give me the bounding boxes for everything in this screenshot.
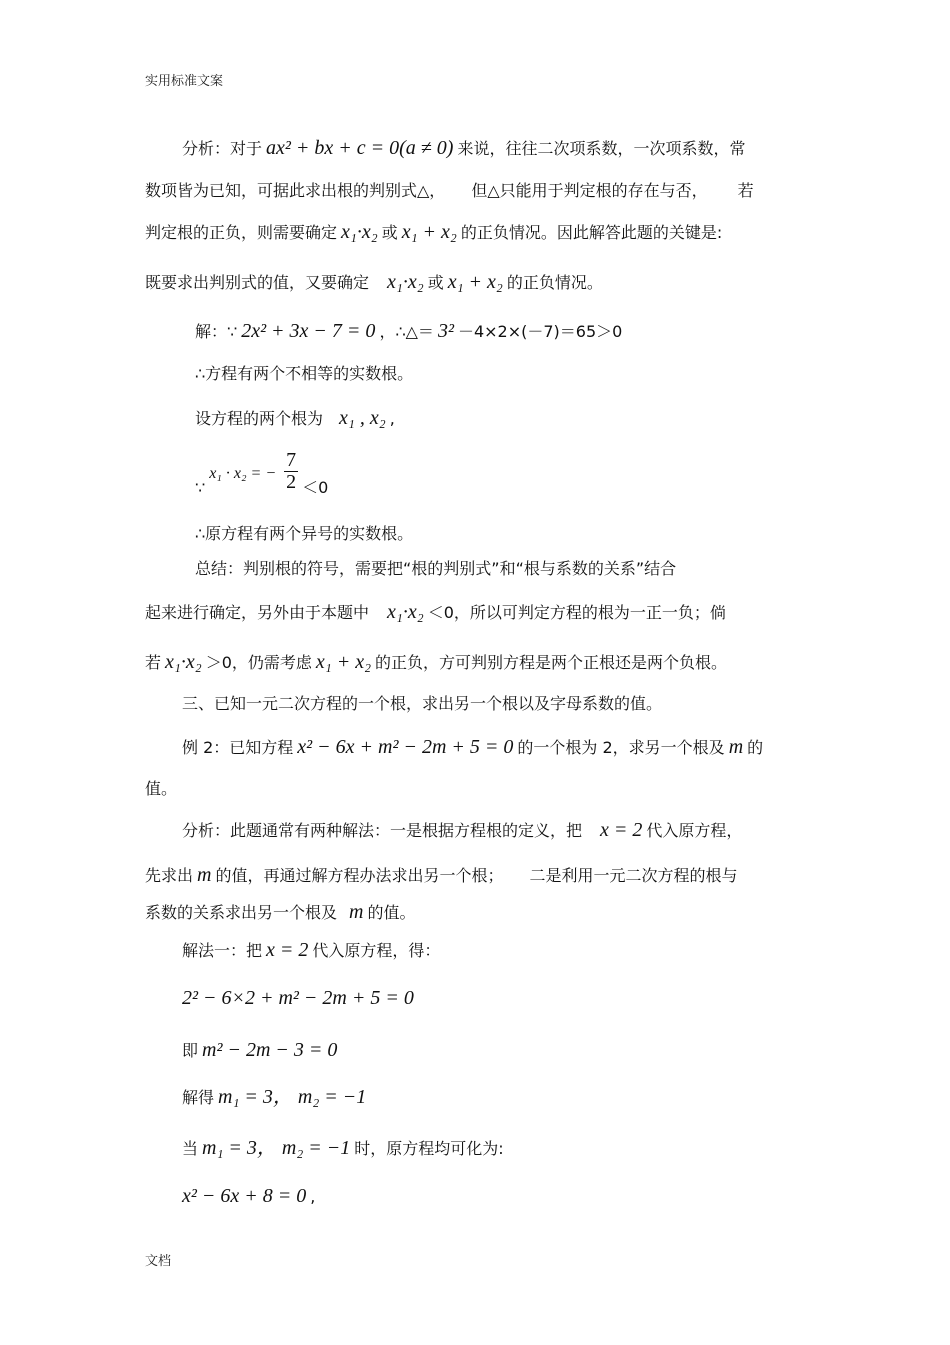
text-line <box>145 222 722 242</box>
text-line <box>182 940 440 960</box>
math-expression: x₁ + x₂ <box>401 221 457 243</box>
text-line <box>145 652 727 672</box>
text: ＞0，仍需考虑 <box>205 653 312 672</box>
page-header: 实用标准文案 <box>145 74 224 89</box>
math-expression: m₁ = 3， m₂ = −1 <box>218 1086 367 1108</box>
math-expression: m² − 2m − 3 = 0 <box>202 1039 338 1061</box>
text: 例 2：已知方程 <box>182 738 294 757</box>
math-expression: 3² <box>437 320 454 342</box>
text: 即 <box>182 1041 199 1060</box>
text: 既要求出判别式的值，又要确定 <box>145 273 370 292</box>
fraction-numerator: 7 <box>286 449 297 471</box>
text: 分析：此题通常有两种解法：一是根据方程根的定义，把 <box>182 821 583 840</box>
text-line <box>195 321 622 341</box>
text: 解得 <box>182 1088 215 1107</box>
text-line <box>145 902 415 922</box>
text: 系数的关系求出另一个根及 <box>145 903 338 922</box>
text: 的正负，方可判别方程是两个正根还是两个负根。 <box>375 653 728 672</box>
text: 设方程的两个根为 <box>195 409 324 428</box>
text-line <box>145 781 177 797</box>
text: 时，原方程均可化为: <box>354 1139 504 1158</box>
math-expression: x₁·x₂ <box>387 271 424 293</box>
text: 起来进行确定，另外由于本题中 <box>145 603 370 622</box>
fraction <box>284 450 298 493</box>
text: 的 <box>747 738 764 757</box>
math-expression: 2² − 6×2 + m² − 2m + 5 = 0 <box>182 987 414 1009</box>
math-expression: x₁ + x₂ <box>315 651 372 673</box>
page-footer: 文档 <box>145 1254 172 1269</box>
text-line <box>195 408 395 428</box>
text-line <box>182 820 742 840</box>
math-expression: x₁·x₂ <box>387 601 424 623</box>
math-expression: x = 2 <box>600 819 643 841</box>
math-expression: x₁ + x₂ <box>447 271 503 293</box>
text: 或 <box>381 223 398 242</box>
text: 分析：对于 <box>182 139 263 158</box>
math-expression: x = 2 <box>266 939 309 961</box>
text-line <box>195 449 329 497</box>
text: 判定根的正负，则需要确定 <box>145 223 338 242</box>
math-expression: m <box>728 736 744 758</box>
text: 的正负情况。因此解答此题的关键是: <box>460 223 723 242</box>
text: 三、已知一元二次方程的一个根，求出另一个根以及字母系数的值。 <box>182 694 663 713</box>
text-line <box>145 865 738 885</box>
text-line <box>145 602 726 622</box>
text: 的正负情况。 <box>506 273 603 292</box>
text: 但△只能用于判定根的存在与否， <box>471 181 708 200</box>
text: 二是利用一元二次方程的根与 <box>529 866 738 885</box>
text: 若 <box>145 653 162 672</box>
text: ＜0 <box>302 477 329 497</box>
text: 代入原方程， <box>646 821 743 840</box>
text: 先求出 <box>145 866 194 885</box>
fraction-denominator: 2 <box>286 471 297 493</box>
text-line <box>195 561 676 577</box>
section-heading <box>182 696 662 712</box>
math-expression: m₁ = 3， m₂ = −1 <box>202 1137 351 1159</box>
math-expression: m <box>197 864 212 886</box>
text: 解法一：把 <box>182 941 263 960</box>
text: , <box>310 1187 316 1206</box>
text-line <box>182 737 763 757</box>
math-expression: x₁ , x₂ <box>339 407 386 429</box>
equation-line <box>182 988 418 1008</box>
text-line <box>182 138 745 158</box>
math-expression: x² − 6x + m² − 2m + 5 = 0 <box>297 736 514 758</box>
math-expression: x₁ · x₂ = − <box>209 464 277 482</box>
math-expression: ax² + bx + c = 0(a ≠ 0) <box>266 137 454 159</box>
math-expression: x² − 6x + 8 = 0 <box>182 1185 307 1207</box>
text: 总结：判别根的符号，需要把“根的判别式”和“根与系数的关系”结合 <box>195 559 677 578</box>
equation-line <box>182 1087 370 1107</box>
text: ＜0，所以可判定方程的根为一正一负；倘 <box>427 603 726 622</box>
text: ∴原方程有两个异号的实数根。 <box>195 524 414 543</box>
math-expression: x₁·x₂ <box>165 651 202 673</box>
text: 若 <box>737 181 754 200</box>
text: 数项皆为已知，可据此求出根的判别式△， <box>145 181 446 200</box>
text: 来说，往往二次项系数，一次项系数，常 <box>457 139 746 158</box>
text: ∵ <box>195 477 206 497</box>
math-expression: m <box>349 901 364 923</box>
text: 的一个根为 2，求另一个根及 <box>517 738 725 757</box>
text: ∴方程有两个不相等的实数根。 <box>195 364 414 383</box>
text-line <box>195 366 413 382</box>
text: 解：∵ <box>195 322 238 341</box>
math-expression: x₁·x₂ <box>341 221 378 243</box>
equation-line <box>182 1040 341 1060</box>
text-line <box>145 272 603 292</box>
text: , <box>389 409 395 428</box>
text: 代入原方程，得： <box>312 941 441 960</box>
text-line <box>195 526 413 542</box>
text: 值。 <box>145 779 178 798</box>
text: －4×2×(－7)＝65＞0 <box>457 322 623 341</box>
equation-line <box>182 1186 315 1206</box>
text: 当 <box>182 1139 199 1158</box>
equation-line <box>182 1138 504 1158</box>
text: ，∴△＝ <box>379 322 434 341</box>
math-expression: 2x² + 3x − 7 = 0 <box>241 320 376 342</box>
text: 或 <box>427 273 444 292</box>
text-line <box>145 183 754 199</box>
text: 的值。 <box>367 903 416 922</box>
text: 的值，再通过解方程办法求出另一个根； <box>215 866 504 885</box>
